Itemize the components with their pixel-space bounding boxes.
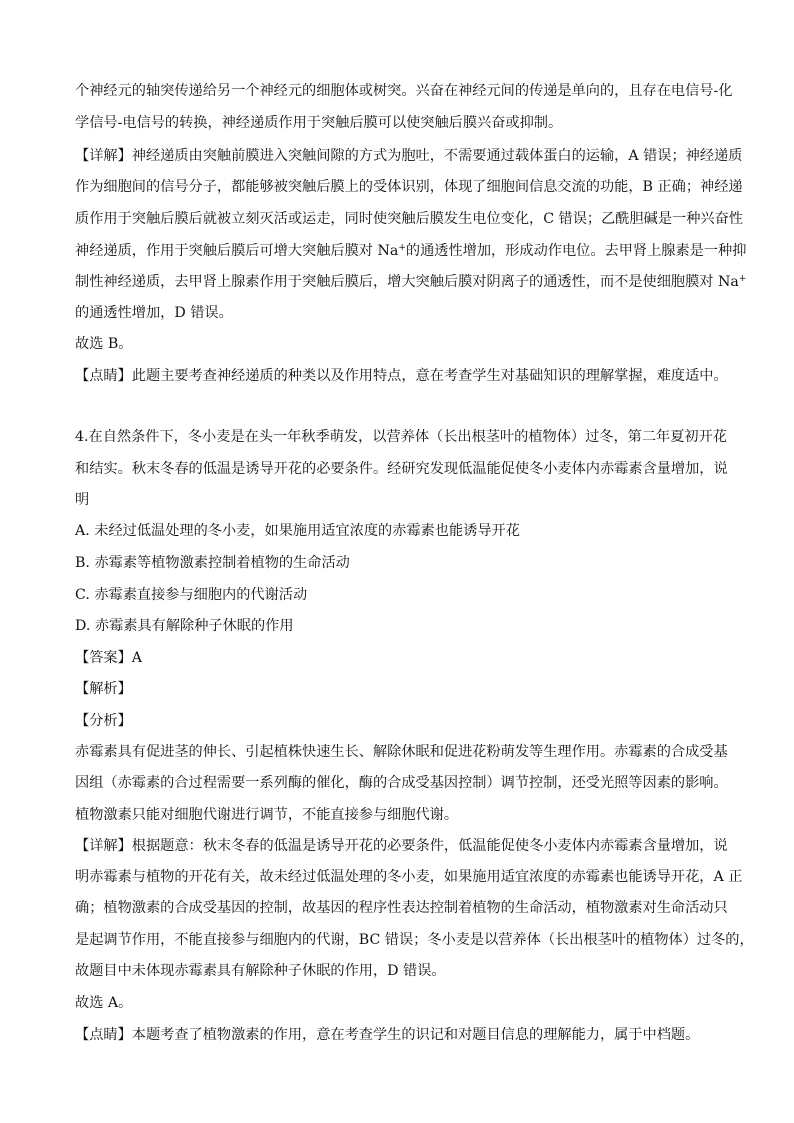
analysis-text-line: 植物激素只能对细胞代谢进行调节，不能直接参与细胞代谢。 [75,807,459,823]
detail-text-line: 明赤霉素与植物的开花有关，故未经过低温处理的冬小麦，如果施用适宜浓度的赤霉素也能诱导开花，A 正 [75,869,743,885]
comment-text: 【点睛】本题考查了植物激素的作用，意在考查学生的识记和对题目信息的理解能力，属于中档题。 [75,1027,700,1043]
answer-label: 【答案】A [75,650,142,666]
superscript-plus: + [738,274,747,284]
question-stem-line: 4.在自然条件下，冬小麦是在头一年秋季萌发，以营养体（长出根茎叶的植物体）过冬，第二年夏初开花 [75,429,727,445]
choose-answer-text: 故选 B。 [75,336,133,352]
detail-text-segment: 神经递质，作用于突触后膜后可增大突触后膜对 Na [75,243,399,259]
option-b: B. 赤霉素等植物激素控制着植物的生命活动 [75,555,350,571]
detail-text-line [75,241,747,261]
fenxi-heading: 【分析】 [75,713,132,729]
comment-text: 【点睛】此题主要考查神经递质的种类以及作用特点，意在考查学生对基础知识的理解掌握，难度适中。 [75,368,728,384]
analysis-text-line: 学信号-电信号的转换，神经递质作用于突触后膜可以使突触后膜兴奋或抑制。 [75,115,563,131]
detail-text-line: 质作用于突触后膜后就被立刻灭活或运走，同时使突触后膜发生电位变化，C 错误；乙酰胆碱是一种兴奋性 [75,211,743,227]
choose-answer-text: 故选 A。 [75,995,133,1011]
option-a: A. 未经过低温处理的冬小麦，如果施用适宜浓度的赤霉素也能诱导开花 [75,523,520,539]
detail-text-line: 是起调节作用，不能直接参与细胞内的代谢，BC 错误；冬小麦是以营养体（长出根茎叶的植物体）过冬的， [75,932,754,948]
detail-text-segment: 制性神经递质，去甲肾上腺素作用于突触后膜后，增大突触后膜对阴离子的通透性，而不是使细胞膜对 Na [75,274,739,290]
analysis-text-line: 赤霉素具有促进茎的伸长、引起植株快速生长、解除休眠和促进花粉萌发等生理作用。赤霉素的合成受基 [75,744,728,760]
detail-text-line: 作为细胞间的信号分子，都能够被突触后膜上的受体识别，体现了细胞间信息交流的功能，B 正确；神经递 [75,179,743,195]
detail-text-line: 故题目中未体现赤霉素具有解除种子休眠的作用，D 错误。 [75,963,446,979]
option-c: C. 赤霉素直接参与细胞内的代谢活动 [75,587,308,603]
superscript-plus: + [398,243,406,253]
detail-text-segment: 的通透性增加，形成动作电位。去甲肾上腺素是一种抑 [405,243,747,259]
detail-text-line: 【详解】神经递质由突触前膜进入突触间隙的方式为胞吐，不需要通过载体蛋白的运输，A 错误；神经递质 [75,148,743,164]
analysis-text-line: 因组（赤霉素的合过程需要一系列酶的催化，酶的合成受基因控制）调节控制，还受光照等因素的影响。 [75,775,728,791]
question-stem-line: 明 [75,492,90,508]
detail-text-line: 的通透性增加，D 错误。 [75,305,233,321]
detail-text-line [75,272,747,292]
option-d: D. 赤霉素具有解除种子休眠的作用 [75,618,294,634]
detail-text-line: 【详解】根据题意：秋末冬春的低温是诱导开花的必要条件，低温能促使冬小麦体内赤霉素含量增加，说 [75,838,728,854]
question-stem-line: 和结实。秋末冬春的低温是诱导开花的必要条件。经研究发现低温能促使冬小麦体内赤霉素含量增加，说 [75,461,728,477]
jiexi-heading: 【解析】 [75,681,132,697]
detail-text-line: 确；植物激素的合成受基因的控制，故基因的程序性表达控制着植物的生命活动，植物激素对生命活动只 [75,900,728,916]
analysis-text-line: 个神经元的轴突传递给另一个神经元的细胞体或树突。兴奋在神经元间的传递是单向的，且存在电信号-化 [75,83,733,99]
